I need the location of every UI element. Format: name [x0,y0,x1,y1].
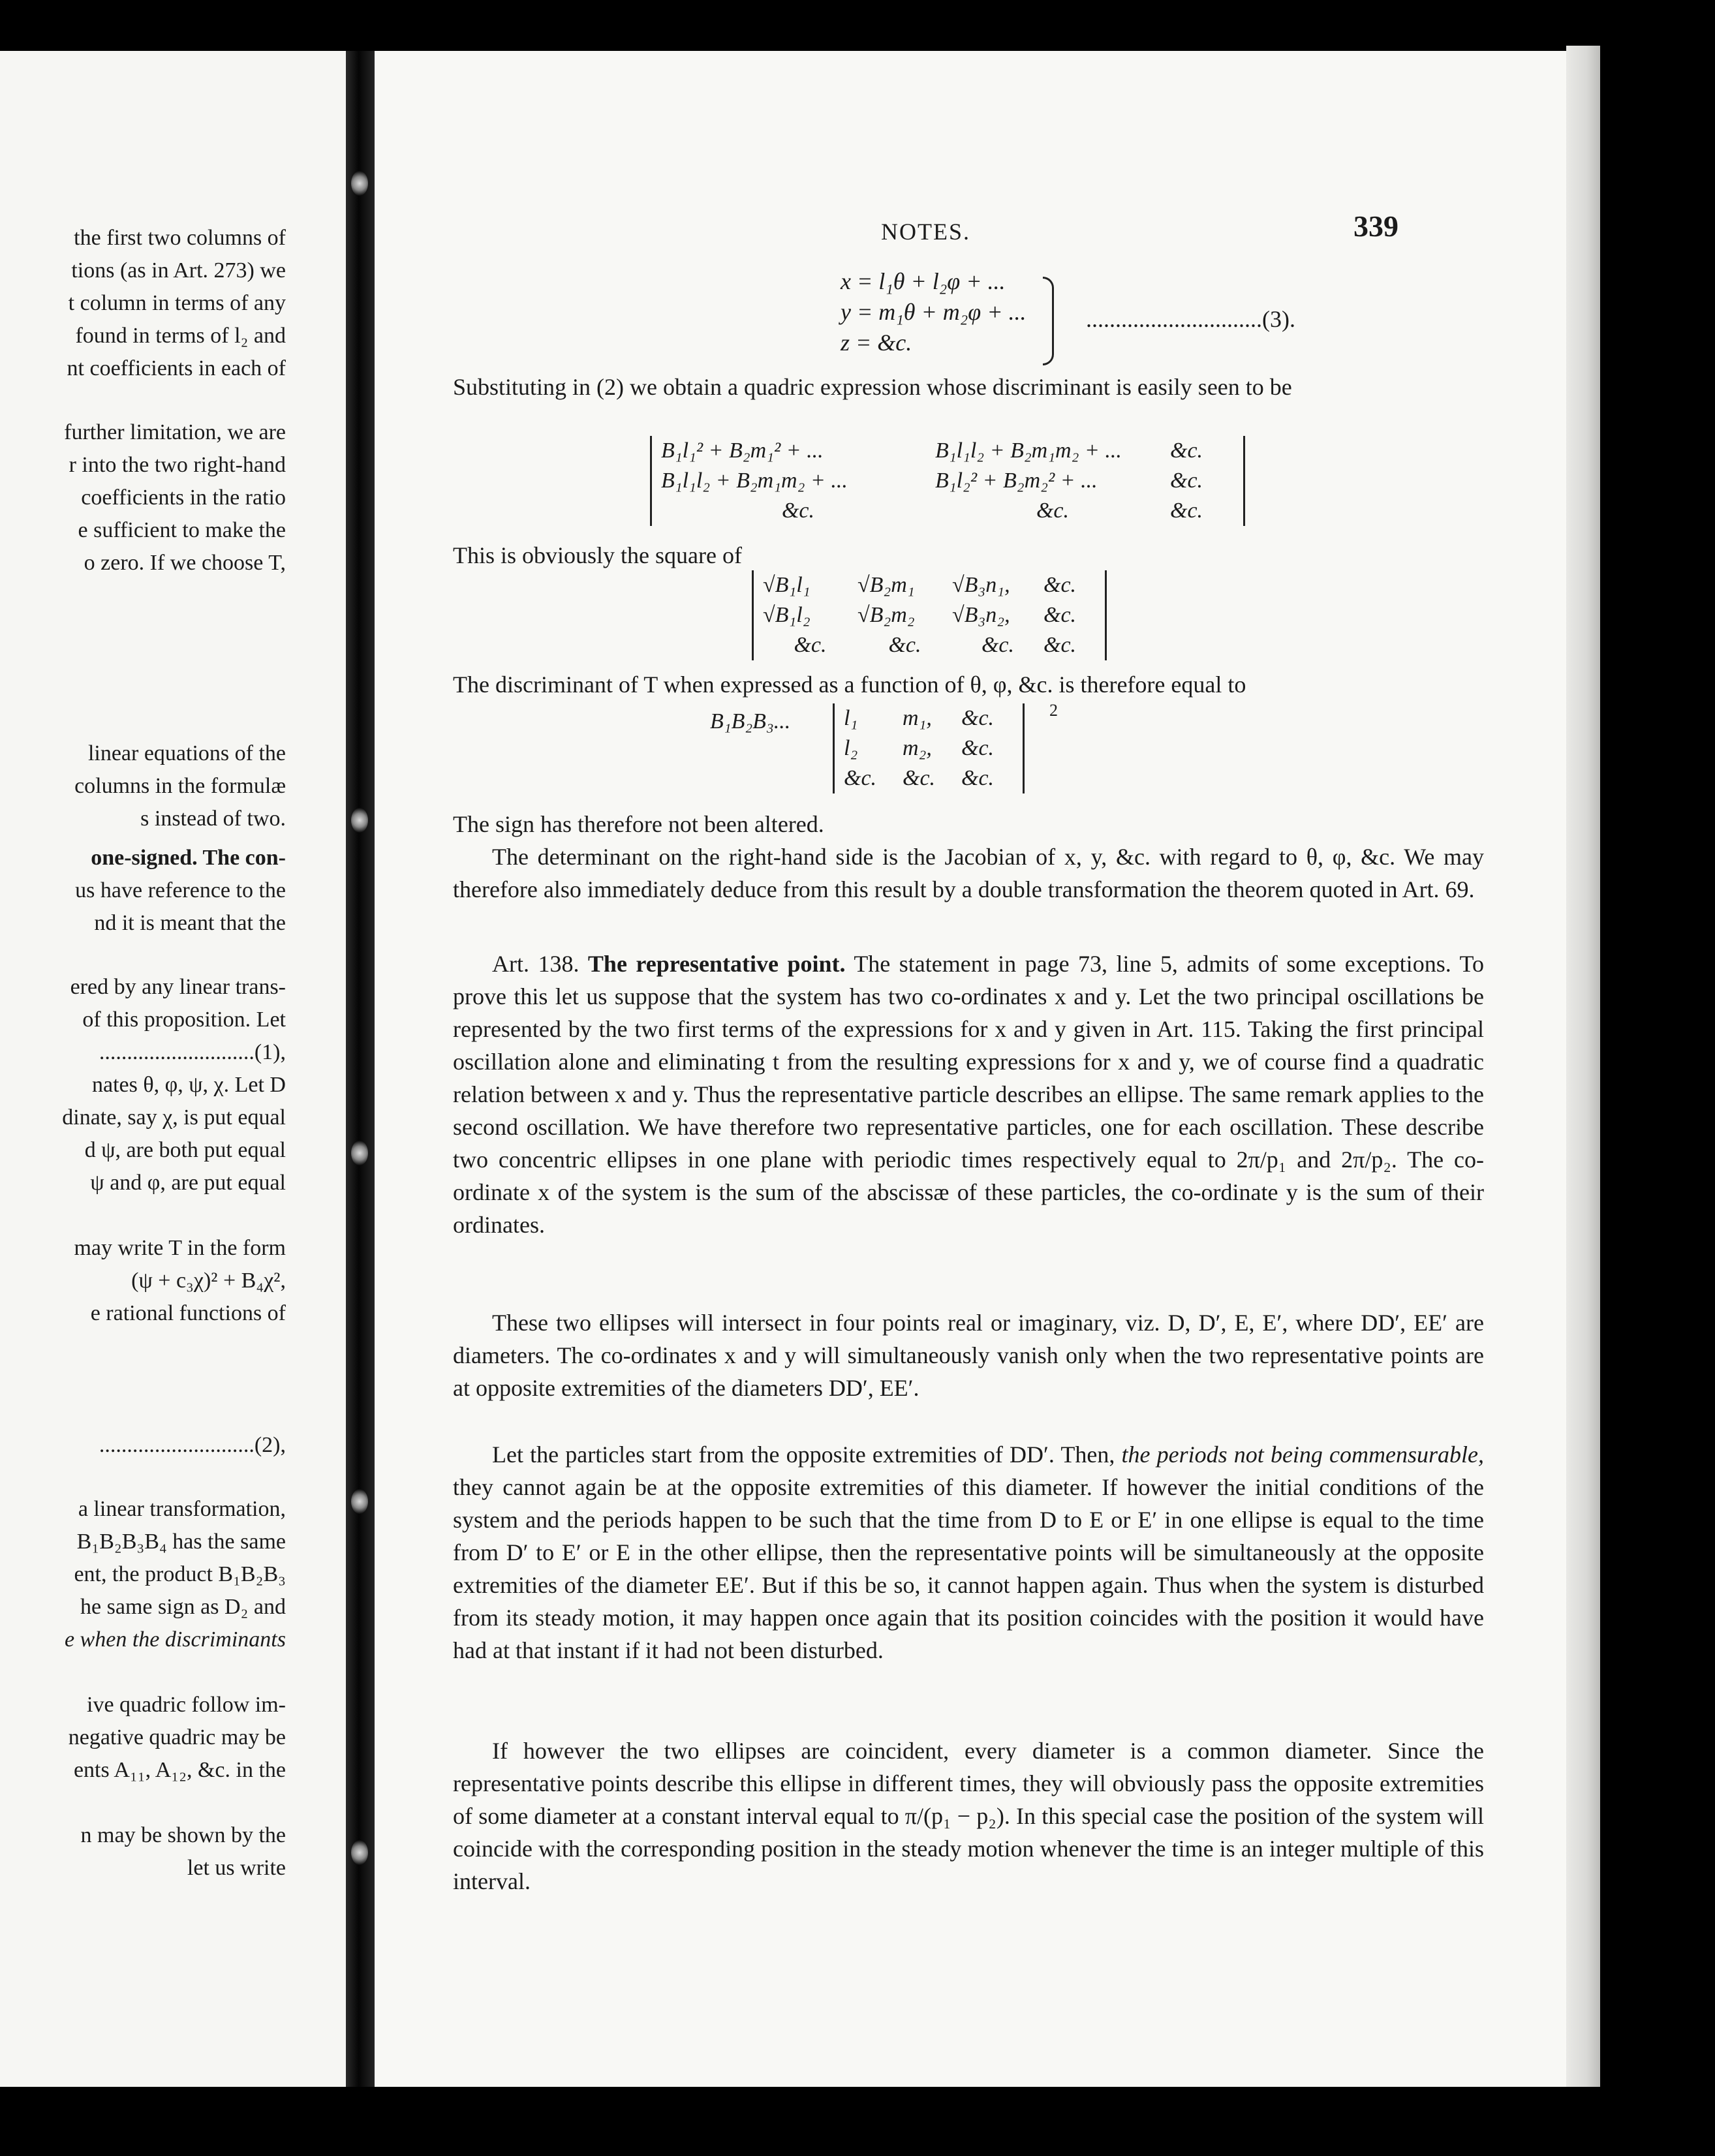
det-cell: &c. [794,632,827,657]
det-cell: √B₁l₂ [763,602,811,627]
right-page [375,51,1566,2087]
det-row [844,703,1013,733]
left-line: e rational functions of [90,1301,286,1325]
det-cell: &c. [781,498,815,523]
left-line: ered by any linear trans- [70,975,286,999]
left-line: B₁B₂B₃B₄ has the same [76,1530,286,1554]
left-line: nates θ, φ, ψ, χ. Let D [91,1073,286,1097]
left-line: he same sign as D₂ and [80,1595,286,1619]
book-gutter [346,51,375,2087]
det-cell: &c. [961,765,995,790]
page-edge [1566,46,1600,2087]
left-line: n may be shown by the [80,1823,286,1847]
left-line: may write T in the form [74,1236,286,1260]
det-cell: √B₃n₂, [952,602,1010,627]
determinant-3 [833,703,1025,793]
det-cell: &c. [1043,573,1077,597]
left-line: one-signed. The con- [91,846,286,870]
det-cell: √B₃n₁, [952,573,1010,597]
paragraph-discriminant: The discriminant of T when expressed as a function of θ, φ, &c. is therefore equal to [453,671,1246,698]
art-138-paragraph-1 [453,947,1484,1241]
paragraph-substituting: Substituting in (2) we obtain a quadric expression whose discriminant is easily seen to be [453,374,1292,400]
page-number: 339 [1353,209,1398,243]
det-row [763,570,1096,600]
article-text: The statement in page 73, line 5, admits of some exceptions. To prove this let us suppose that the system has two co-ordinates x and y. Let the two principal oscillations be represented by the two first terms of the expressions for x and y given in Art. 115. Taking the first principal oscillation alone and eliminating t from the resulting expressions for x and y, we of course find a quadratic relation between x and y. Thus the representative particle describes an ellipse. The same remark applies to the second oscillation. We have therefore two representative particles, one for each oscillation. These describe two concentric ellipses in one plane with periodic times respectively equal to 2π/p₁ and 2π/p₂. The co-ordinate x of the system is the sum of the abscissæ of these particles, the co-ordinate y is the sum of their ordinates. [453,951,1484,1238]
equation-line: y = m₁θ + m₂φ + ... [841,298,1027,325]
left-line: negative quadric may be [68,1725,286,1749]
binding-stitch [351,808,368,833]
det-row [844,763,1013,793]
left-line: found in terms of l₂ and [75,324,286,348]
det-cell: B₁l₂² + B₂m₂² + ... [935,468,1098,493]
scan-border [0,2087,1715,2156]
article-label: Art. 138. [492,951,579,977]
art-138-paragraph-2: These two ellipses will intersect in four points real or imaginary, viz. D, D′, E, E′, where DD′, EE′ are diameters. The co-ordinates x and y will simultaneously vanish only when the two representative points are at opposite extremities of the diameters DD′, EE′. [453,1310,1484,1401]
left-line: ent, the product B₁B₂B₃ [74,1562,286,1586]
det-row [844,733,1013,763]
left-line: let us write [187,1856,286,1880]
equation-label: ..............................(3). [1086,306,1295,332]
left-line: nt coefficients in each of [67,356,286,380]
article-text: Let the particles start from the opposite extremities of DD′. Then, [492,1441,1115,1468]
det-cell: B₁l₁² + B₂m₁² + ... [661,439,824,463]
det-row [661,436,1234,466]
left-line: the first two columns of [74,226,286,250]
det-cell: &c. [1036,498,1070,523]
det-row [661,466,1234,496]
art-138-paragraph-3 [453,1438,1484,1667]
det-cell: l₂ [844,735,858,760]
determinant-2 [752,570,1107,660]
left-line: coefficients in the ratio [81,485,286,510]
det-cell: &c. [844,765,877,790]
left-line: ............................(2), [99,1433,286,1457]
det3-prefix: B₁B₂B₃... [710,709,791,733]
article-heading: The representative point. [587,951,846,977]
determinant-1 [650,436,1245,526]
det-cell: &c. [1043,632,1077,657]
left-line: s instead of two. [140,807,286,831]
left-page-fragment [0,51,346,2087]
left-line: further limitation, we are [64,420,286,444]
left-line: (ψ + c₃χ)² + B₄χ², [131,1269,286,1293]
det-row [661,496,1234,526]
det-cell: √B₂m₁ [858,573,915,597]
binding-stitch [351,1489,368,1514]
running-title: NOTES. [881,219,970,245]
left-line: dinate, say χ, is put equal [62,1105,286,1130]
det-cell: &c. [961,735,995,760]
left-line: d ψ, are both put equal [84,1138,286,1162]
det-row [763,630,1096,660]
left-line: ψ and φ, are put equal [90,1171,286,1195]
det-cell: √B₂m₂ [858,602,915,627]
det-cell: &c. [903,765,936,790]
paragraph-sign: The sign has therefore not been altered. [453,811,824,837]
left-line: us have reference to the [75,878,286,902]
det-cell: &c. [1043,602,1077,627]
left-line: r into the two right-hand [69,453,286,477]
left-line: ............................(1), [99,1040,286,1064]
left-line: columns in the formulæ [74,774,286,798]
paragraph-jacobian: The determinant on the right-hand side is the Jacobian of x, y, &c. with regard to θ, φ, &c. We may therefore also immediately deduce from this result by a double transformation the theorem quoted in Art. 69. [453,844,1484,902]
det-cell: &c. [888,632,921,657]
det-cell: &c. [1170,439,1203,463]
det-cell: B₁l₁l₂ + B₂m₁m₂ + ... [935,439,1122,463]
det-cell: &c. [961,706,995,730]
left-line: e sufficient to make the [78,518,286,542]
det-cell: &c. [981,632,1015,657]
det-cell: B₁l₁l₂ + B₂m₁m₂ + ... [661,468,848,493]
det-cell: m₂, [903,735,932,760]
left-line: t column in terms of any [68,291,286,315]
det-cell: &c. [1170,468,1203,493]
art-138-paragraph-4: If however the two ellipses are coincident, every diameter is a common diameter. Since the representative points describe this ellipse in different times, they will obviously pass the opposite extremities of some diameter at a constant interval equal to π/(p₁ − p₂). In this special case the position of the system will coincide with the corresponding position in the steady motion whenever the time is an integer multiple of this interval. [453,1738,1484,1894]
equation-line: z = &c. [841,329,912,356]
det-cell: &c. [1170,498,1203,523]
det3-exponent: 2 [1049,701,1058,720]
det-row [763,600,1096,630]
det-cell: m₁, [903,706,932,730]
left-line: o zero. If we choose T, [84,551,286,575]
left-line: a linear transformation, [78,1497,286,1521]
equation-line: x = l₁θ + l₂φ + ... [841,268,1006,294]
left-line: tions (as in Art. 273) we [71,258,286,283]
binding-stitch [351,171,368,196]
article-text: they cannot again be at the opposite extremities of this diameter. If however the initial conditions of the system and the periods happen to be such that the time from D to E or E′ in one ellipse is equal to the time from D′ to E′ or E in the other ellipse, then the representative points will be simultaneously at the opposite extremities of the diameter EE′. But if this be so, it cannot happen again. Thus when the system is disturbed from its steady motion, it may happen once again that its position coincides with the position it would have had at that instant if it had not been disturbed. [453,1474,1484,1663]
left-line: ive quadric follow im- [87,1693,286,1717]
det-cell: √B₁l₁ [763,573,811,597]
italic-phrase: the periods not being commensurable, [1121,1441,1485,1468]
left-line: linear equations of the [87,741,286,765]
left-line: e when the discriminants [64,1627,286,1652]
det-cell: l₁ [844,706,858,730]
left-line: ents A₁₁, A₁₂, &c. in the [73,1758,286,1782]
binding-stitch [351,1141,368,1165]
left-line: nd it is meant that the [94,911,286,935]
paragraph-square: This is obviously the square of [453,542,742,568]
right-brace [1043,277,1054,365]
binding-stitch [351,1840,368,1865]
equation-3 [841,266,1026,358]
left-line: of this proposition. Let [82,1008,286,1032]
